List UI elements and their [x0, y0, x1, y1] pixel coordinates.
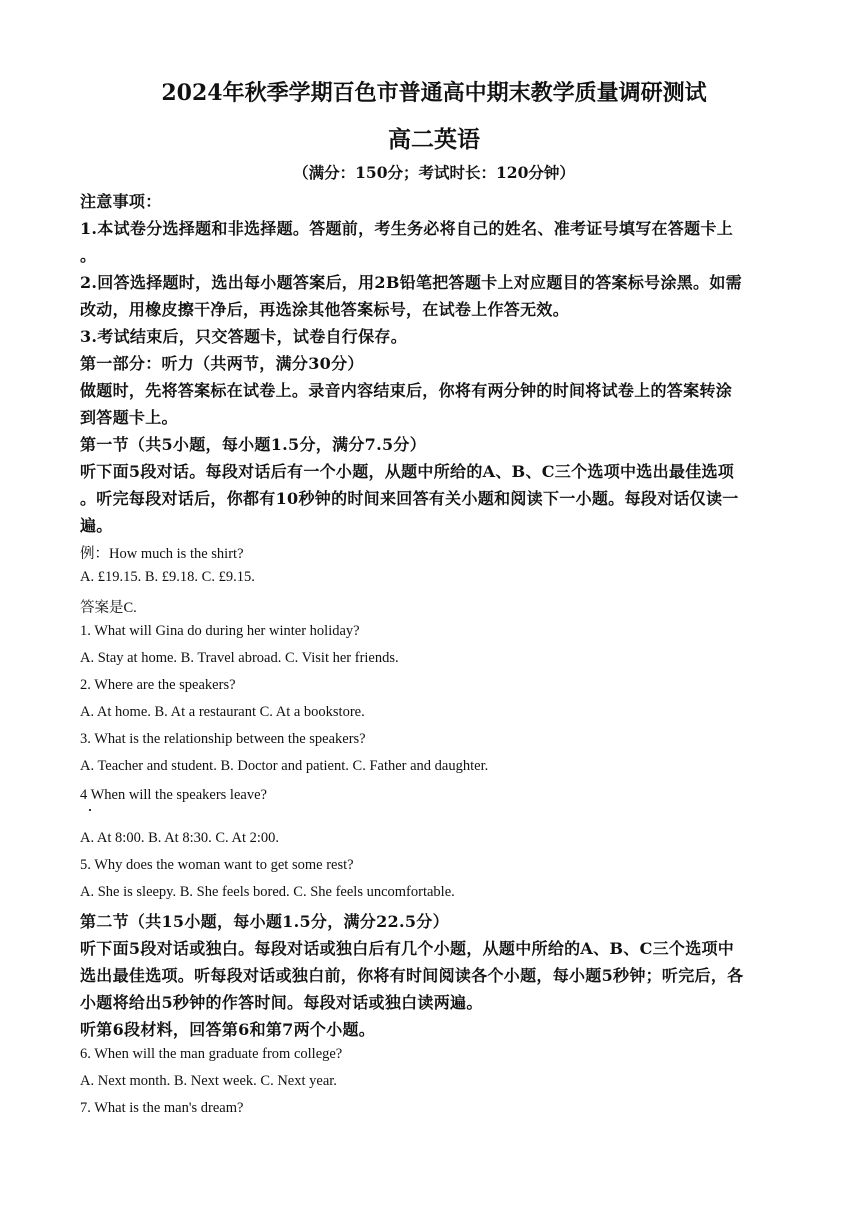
score-note: （满分：150分；考试时长：120分钟）	[293, 163, 575, 182]
stray-mark	[89, 809, 91, 811]
notice-item-1-line-1: 1.本试卷分选择题和非选择题。答题前，考生务必将自己的姓名、准考证号填写在答题卡上	[80, 219, 734, 238]
notice-heading: 注意事项：	[80, 192, 162, 211]
section2-instruction-line-1: 听下面5段对话或独白。每段对话或独白后有几个小题，从题中所给的A、B、C三个选项中	[80, 939, 735, 958]
section1-instruction-line-1: 听下面5段对话。每段对话后有一个小题，从题中所给的A、B、C三个选项中选出最佳选项	[80, 462, 735, 481]
section2-instruction-line-3: 小题将给出5秒钟的作答时间。每段对话或独白读两遍。	[80, 993, 483, 1012]
question-4-options: A. At 8:00. B. At 8:30. C. At 2:00.	[80, 830, 279, 846]
notice-item-2-line-2: 改动，用橡皮擦干净后，再选涂其他答案标号，在试卷上作答无效。	[80, 300, 570, 319]
question-5: 5. Why does the woman want to get some rest?	[80, 857, 354, 873]
question-2-options: A. At home. B. At a restaurant C. At a bookstore.	[80, 704, 365, 720]
exam-title: 2024年秋季学期百色市普通高中期末教学质量调研测试	[161, 80, 707, 106]
question-6-options: A. Next month. B. Next week. C. Next year.	[80, 1073, 337, 1089]
section1-instruction-line-2: 。听完每段对话后，你都有10秒钟的时间来回答有关小题和阅读下一小题。每段对话仅读一	[80, 489, 739, 508]
question-4: 4 When will the speakers leave?	[80, 787, 267, 803]
exam-subtitle: 高二英语	[388, 126, 480, 153]
section1-heading: 第一节（共5小题，每小题1.5分，满分7.5分）	[80, 435, 427, 454]
question-5-options: A. She is sleepy. B. She feels bored. C. She feels uncomfortable.	[80, 884, 455, 900]
question-3-options: A. Teacher and student. B. Doctor and patient. C. Father and daughter.	[80, 758, 489, 774]
question-1: 1. What will Gina do during her winter holiday?	[80, 623, 360, 639]
question-3: 3. What is the relationship between the speakers?	[80, 731, 366, 747]
notice-item-1-line-2: 。	[80, 246, 97, 265]
notice-item-3: 3.考试结束后，只交答题卡，试卷自行保存。	[80, 327, 408, 346]
example-options: A. £19.15. B. £9.18. C. £9.15.	[80, 569, 255, 585]
notice-item-2-line-1: 2.回答选择题时，选出每小题答案后，用2B铅笔把答题卡上对应题目的答案标号涂黑。如需	[80, 273, 742, 292]
part1-intro-line-1: 做题时，先将答案标在试卷上。录音内容结束后，你将有两分钟的时间将试卷上的答案转涂	[80, 381, 733, 400]
example-answer: 答案是C.	[80, 600, 137, 616]
section2-instruction-line-2: 选出最佳选项。听每段对话或独白前，你将有时间阅读各个小题，每小题5秒钟；听完后，各	[80, 966, 744, 985]
question-1-options: A. Stay at home. B. Travel abroad. C. Visit her friends.	[80, 650, 399, 666]
example-question: 例：How much is the shirt?	[80, 546, 244, 562]
part1-heading: 第一部分：听力（共两节，满分30分）	[80, 354, 364, 373]
material-6-heading: 听第6段材料，回答第6和第7两个小题。	[80, 1020, 376, 1039]
section2-heading: 第二节（共15小题，每小题1.5分，满分22.5分）	[80, 912, 449, 931]
section1-instruction-line-3: 遍。	[80, 516, 113, 535]
question-6: 6. When will the man graduate from college?	[80, 1046, 343, 1062]
question-2: 2. Where are the speakers?	[80, 677, 236, 693]
question-7: 7. What is the man's dream?	[80, 1100, 244, 1116]
part1-intro-line-2: 到答题卡上。	[80, 408, 178, 427]
